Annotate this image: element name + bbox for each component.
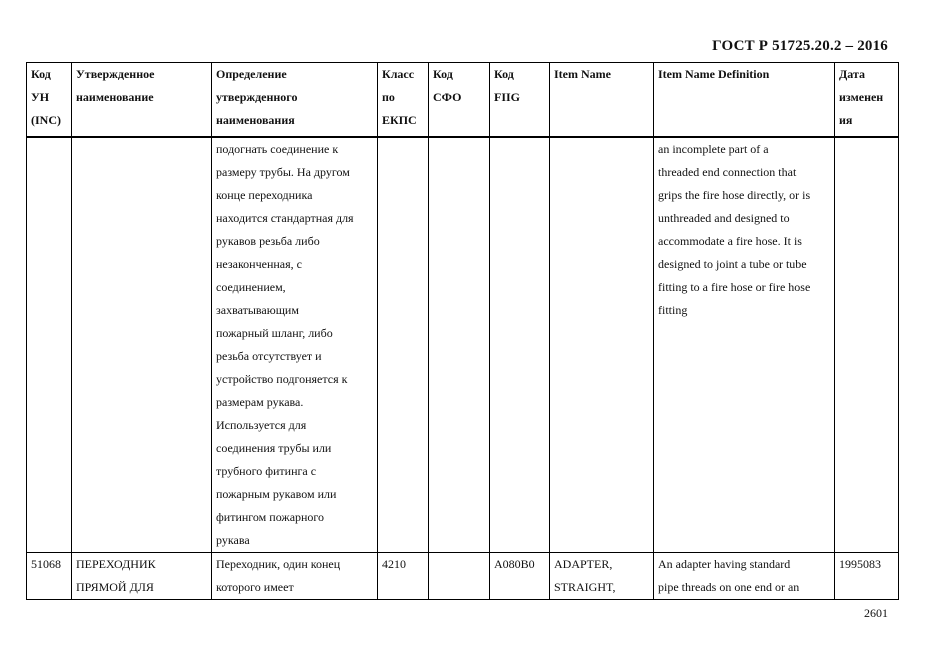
classification-table	[26, 62, 899, 600]
header-change-date: Дата изменен ия	[835, 63, 899, 137]
cell-ekps-class: 4210	[378, 552, 429, 599]
table-row	[27, 552, 899, 599]
cell-change-date	[835, 137, 899, 553]
cell-item-name-definition: an incomplete part of a threaded end connection that grips the fire hose directly, or is unthreaded and designed to accommodate a fire hose. It is designed to joint a tube or tube fitting to a fire hose or fire hose fitting	[654, 137, 835, 553]
header-approved-name: Утвержденное наименование	[72, 63, 212, 137]
cell-item-name	[550, 137, 654, 553]
table-row	[27, 137, 899, 553]
cell-inc: 51068	[27, 552, 72, 599]
cell-approved-name: ПЕРЕХОДНИК ПРЯМОЙ ДЛЯ	[72, 552, 212, 599]
document-standard-header: ГОСТ Р 51725.20.2 – 2016	[712, 38, 888, 54]
cell-approved-name	[72, 137, 212, 553]
cell-inc	[27, 137, 72, 553]
cell-sfo-code	[429, 137, 490, 553]
cell-item-name: ADAPTER, STRAIGHT,	[550, 552, 654, 599]
header-ekps-class: Класс по ЕКПС	[378, 63, 429, 137]
header-item-name-definition: Item Name Definition	[654, 63, 835, 137]
cell-sfo-code	[429, 552, 490, 599]
header-inc-code: Код УН (INC)	[27, 63, 72, 137]
header-fiig-code: Код FIIG	[490, 63, 550, 137]
cell-fiig-code: A080B0	[490, 552, 550, 599]
cell-fiig-code	[490, 137, 550, 553]
cell-definition-ru: подогнать соединение к размеру трубы. На другом конце переходника находится стандартная для рукавов резьба либо незаконченная, с соединением, захватывающим пожарный шланг, либо резьба отсутствует и устройство подгоняется к размерам рукава. Используется для соединения трубы или трубного фитинга с пожарным рукавом или фитингом пожарного рукава	[212, 137, 378, 553]
page-number: 2601	[864, 606, 888, 620]
header-sfo-code: Код СФО	[429, 63, 490, 137]
cell-change-date: 1995083	[835, 552, 899, 599]
cell-item-name-definition: An adapter having standard pipe threads on one end or an	[654, 552, 835, 599]
cell-definition-ru: Переходник, один конец которого имеет	[212, 552, 378, 599]
header-definition: Определение утвержденного наименования	[212, 63, 378, 137]
header-item-name: Item Name	[550, 63, 654, 137]
cell-ekps-class	[378, 137, 429, 553]
table-header-row	[27, 63, 899, 137]
